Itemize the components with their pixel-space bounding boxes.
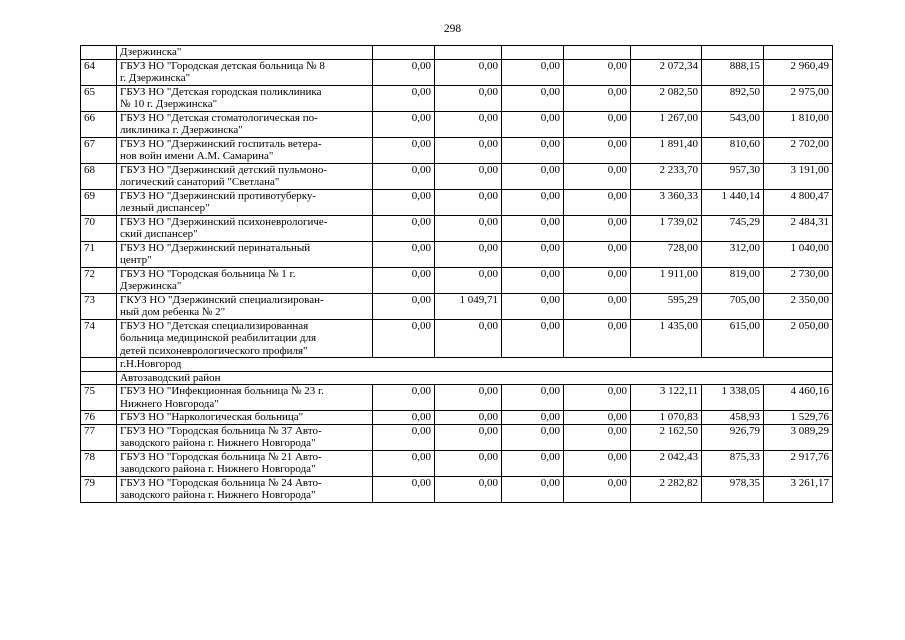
value-cell: 312,00 bbox=[702, 241, 764, 267]
institution-name-cell: ГБУЗ НО "Детская стоматологическая по- ликлиника г. Дзержинска" bbox=[117, 111, 373, 137]
table-row bbox=[81, 411, 833, 425]
value-cell: 3 360,33 bbox=[631, 189, 702, 215]
row-number-cell: 77 bbox=[81, 424, 117, 450]
institution-name-cell: ГБУЗ НО "Дзержинский детский пульмоно- логический санаторий "Светлана" bbox=[117, 163, 373, 189]
value-cell: 0,00 bbox=[502, 137, 564, 163]
value-cell: 0,00 bbox=[373, 137, 435, 163]
institution-name-cell: ГБУЗ НО "Инфекционная больница № 23 г. Нижнего Новгорода" bbox=[117, 385, 373, 411]
value-cell: 0,00 bbox=[502, 424, 564, 450]
value-cell bbox=[702, 46, 764, 60]
value-cell: 0,00 bbox=[564, 111, 631, 137]
value-cell: 0,00 bbox=[373, 85, 435, 111]
value-cell: 0,00 bbox=[564, 476, 631, 502]
value-cell: 888,15 bbox=[702, 59, 764, 85]
row-number-cell: 67 bbox=[81, 137, 117, 163]
budget-table bbox=[80, 45, 833, 503]
value-cell: 0,00 bbox=[564, 85, 631, 111]
value-cell: 0,00 bbox=[564, 189, 631, 215]
value-cell: 3 089,29 bbox=[764, 424, 833, 450]
institution-name-cell: ГБУЗ НО "Городская больница № 21 Авто- заводского района г. Нижнего Новгорода" bbox=[117, 450, 373, 476]
institution-name-cell: ГБУЗ НО "Городская детская больница № 8 г. Дзержинска" bbox=[117, 59, 373, 85]
value-cell: 0,00 bbox=[502, 450, 564, 476]
value-cell: 2 975,00 bbox=[764, 85, 833, 111]
table-row bbox=[81, 59, 833, 85]
value-cell: 0,00 bbox=[373, 59, 435, 85]
row-number-cell: 76 bbox=[81, 411, 117, 425]
value-cell bbox=[764, 46, 833, 60]
value-cell: 1 810,00 bbox=[764, 111, 833, 137]
value-cell: 0,00 bbox=[435, 215, 502, 241]
table-row bbox=[81, 319, 833, 358]
table-row bbox=[81, 46, 833, 60]
section-label: Автозаводский район bbox=[117, 371, 833, 385]
value-cell: 705,00 bbox=[702, 293, 764, 319]
row-number-cell: 71 bbox=[81, 241, 117, 267]
value-cell: 0,00 bbox=[435, 59, 502, 85]
value-cell: 2 917,76 bbox=[764, 450, 833, 476]
value-cell: 0,00 bbox=[373, 241, 435, 267]
row-number-cell: 72 bbox=[81, 267, 117, 293]
row-number-cell: 70 bbox=[81, 215, 117, 241]
row-number-cell bbox=[81, 371, 117, 385]
value-cell: 0,00 bbox=[373, 424, 435, 450]
value-cell: 0,00 bbox=[373, 267, 435, 293]
row-number-cell: 73 bbox=[81, 293, 117, 319]
value-cell: 2 082,50 bbox=[631, 85, 702, 111]
value-cell: 1 435,00 bbox=[631, 319, 702, 358]
value-cell bbox=[502, 46, 564, 60]
value-cell: 819,00 bbox=[702, 267, 764, 293]
value-cell: 2 282,82 bbox=[631, 476, 702, 502]
table-row bbox=[81, 267, 833, 293]
page-number: 298 bbox=[443, 23, 462, 35]
value-cell: 615,00 bbox=[702, 319, 764, 358]
table-row bbox=[81, 293, 833, 319]
value-cell: 0,00 bbox=[502, 85, 564, 111]
value-cell: 0,00 bbox=[435, 241, 502, 267]
institution-name-cell: ГБУЗ НО "Детская городская поликлиника № 10 г. Дзержинска" bbox=[117, 85, 373, 111]
value-cell: 2 042,43 bbox=[631, 450, 702, 476]
value-cell: 0,00 bbox=[435, 137, 502, 163]
value-cell: 0,00 bbox=[502, 215, 564, 241]
table-row bbox=[81, 163, 833, 189]
value-cell: 2 350,00 bbox=[764, 293, 833, 319]
institution-name-cell: ГБУЗ НО "Городская больница № 37 Авто- заводского района г. Нижнего Новгорода" bbox=[117, 424, 373, 450]
table-body bbox=[81, 46, 833, 503]
value-cell: 0,00 bbox=[564, 411, 631, 425]
value-cell: 0,00 bbox=[435, 111, 502, 137]
value-cell bbox=[564, 46, 631, 60]
value-cell: 0,00 bbox=[373, 293, 435, 319]
value-cell: 0,00 bbox=[564, 137, 631, 163]
value-cell: 1 267,00 bbox=[631, 111, 702, 137]
value-cell: 2 484,31 bbox=[764, 215, 833, 241]
value-cell: 0,00 bbox=[502, 163, 564, 189]
value-cell: 2 162,50 bbox=[631, 424, 702, 450]
value-cell: 1 891,40 bbox=[631, 137, 702, 163]
value-cell: 0,00 bbox=[564, 241, 631, 267]
value-cell: 3 122,11 bbox=[631, 385, 702, 411]
value-cell: 1 529,76 bbox=[764, 411, 833, 425]
value-cell: 1 040,00 bbox=[764, 241, 833, 267]
table-row bbox=[81, 241, 833, 267]
value-cell: 0,00 bbox=[373, 476, 435, 502]
value-cell: 1 338,05 bbox=[702, 385, 764, 411]
table-row bbox=[81, 215, 833, 241]
value-cell: 2 960,49 bbox=[764, 59, 833, 85]
value-cell: 0,00 bbox=[564, 293, 631, 319]
value-cell: 0,00 bbox=[373, 111, 435, 137]
value-cell: 0,00 bbox=[435, 189, 502, 215]
value-cell: 595,29 bbox=[631, 293, 702, 319]
value-cell: 1 070,83 bbox=[631, 411, 702, 425]
value-cell: 0,00 bbox=[373, 450, 435, 476]
institution-name-cell: ГБУЗ НО "Дзержинский госпиталь ветера- нов войн имени А.М. Самарина" bbox=[117, 137, 373, 163]
value-cell: 0,00 bbox=[373, 385, 435, 411]
value-cell: 0,00 bbox=[435, 267, 502, 293]
institution-name-cell: ГБУЗ НО "Наркологическая больница" bbox=[117, 411, 373, 425]
institution-name-cell: ГБУЗ НО "Детская специализированная больница медицинской реабилитации для детей психоневрологического профиля" bbox=[117, 319, 373, 358]
value-cell: 2 702,00 bbox=[764, 137, 833, 163]
value-cell: 1 739,02 bbox=[631, 215, 702, 241]
institution-name-cell: Дзержинска" bbox=[117, 46, 373, 60]
value-cell: 0,00 bbox=[435, 476, 502, 502]
value-cell: 0,00 bbox=[373, 319, 435, 358]
value-cell: 0,00 bbox=[373, 215, 435, 241]
value-cell: 0,00 bbox=[502, 241, 564, 267]
value-cell: 2 050,00 bbox=[764, 319, 833, 358]
row-number-cell: 65 bbox=[81, 85, 117, 111]
value-cell: 0,00 bbox=[564, 385, 631, 411]
value-cell: 1 440,14 bbox=[702, 189, 764, 215]
value-cell: 745,29 bbox=[702, 215, 764, 241]
value-cell: 0,00 bbox=[564, 424, 631, 450]
value-cell: 0,00 bbox=[502, 189, 564, 215]
row-number-cell: 69 bbox=[81, 189, 117, 215]
row-number-cell: 79 bbox=[81, 476, 117, 502]
value-cell: 2 072,34 bbox=[631, 59, 702, 85]
institution-name-cell: ГБУЗ НО "Городская больница № 1 г. Дзержинска" bbox=[117, 267, 373, 293]
value-cell: 0,00 bbox=[502, 411, 564, 425]
row-number-cell bbox=[81, 46, 117, 60]
row-number-cell: 64 bbox=[81, 59, 117, 85]
institution-name-cell: ГБУЗ НО "Дзержинский перинатальный центр" bbox=[117, 241, 373, 267]
value-cell: 2 233,70 bbox=[631, 163, 702, 189]
value-cell: 0,00 bbox=[373, 163, 435, 189]
value-cell: 0,00 bbox=[435, 163, 502, 189]
value-cell: 0,00 bbox=[373, 189, 435, 215]
row-number-cell: 78 bbox=[81, 450, 117, 476]
table-row bbox=[81, 137, 833, 163]
institution-name-cell: ГБУЗ НО "Городская больница № 24 Авто- заводского района г. Нижнего Новгорода" bbox=[117, 476, 373, 502]
value-cell: 0,00 bbox=[502, 267, 564, 293]
table-row bbox=[81, 450, 833, 476]
value-cell: 0,00 bbox=[564, 267, 631, 293]
value-cell: 0,00 bbox=[435, 424, 502, 450]
value-cell: 810,60 bbox=[702, 137, 764, 163]
value-cell bbox=[435, 46, 502, 60]
value-cell bbox=[373, 46, 435, 60]
value-cell: 978,35 bbox=[702, 476, 764, 502]
row-number-cell: 66 bbox=[81, 111, 117, 137]
value-cell: 0,00 bbox=[502, 385, 564, 411]
table-row bbox=[81, 85, 833, 111]
value-cell: 892,50 bbox=[702, 85, 764, 111]
value-cell: 728,00 bbox=[631, 241, 702, 267]
value-cell: 1 049,71 bbox=[435, 293, 502, 319]
value-cell: 4 460,16 bbox=[764, 385, 833, 411]
value-cell: 0,00 bbox=[502, 111, 564, 137]
value-cell: 0,00 bbox=[435, 385, 502, 411]
row-number-cell: 68 bbox=[81, 163, 117, 189]
value-cell: 1 911,00 bbox=[631, 267, 702, 293]
value-cell: 0,00 bbox=[435, 450, 502, 476]
value-cell: 0,00 bbox=[564, 450, 631, 476]
row-number-cell: 75 bbox=[81, 385, 117, 411]
section-label: г.Н.Новгород bbox=[117, 358, 833, 372]
row-number-cell bbox=[81, 358, 117, 372]
value-cell bbox=[631, 46, 702, 60]
table-row bbox=[81, 111, 833, 137]
value-cell: 458,93 bbox=[702, 411, 764, 425]
section-row bbox=[81, 358, 833, 372]
value-cell: 0,00 bbox=[502, 476, 564, 502]
value-cell: 0,00 bbox=[564, 59, 631, 85]
table-row bbox=[81, 476, 833, 502]
value-cell: 0,00 bbox=[502, 319, 564, 358]
table-row bbox=[81, 385, 833, 411]
value-cell: 0,00 bbox=[564, 319, 631, 358]
institution-name-cell: ГБУЗ НО "Дзержинский психоневрологиче- ский диспансер" bbox=[117, 215, 373, 241]
table-row bbox=[81, 424, 833, 450]
value-cell: 0,00 bbox=[435, 319, 502, 358]
institution-name-cell: ГБУЗ НО "Дзержинский противотуберку- лезный диспансер" bbox=[117, 189, 373, 215]
value-cell: 2 730,00 bbox=[764, 267, 833, 293]
row-number-cell: 74 bbox=[81, 319, 117, 358]
value-cell: 543,00 bbox=[702, 111, 764, 137]
value-cell: 0,00 bbox=[502, 293, 564, 319]
value-cell: 0,00 bbox=[435, 85, 502, 111]
value-cell: 957,30 bbox=[702, 163, 764, 189]
value-cell: 926,79 bbox=[702, 424, 764, 450]
value-cell: 875,33 bbox=[702, 450, 764, 476]
value-cell: 0,00 bbox=[373, 411, 435, 425]
institution-name-cell: ГКУЗ НО "Дзержинский специализирован- ный дом ребенка № 2" bbox=[117, 293, 373, 319]
value-cell: 0,00 bbox=[435, 411, 502, 425]
value-cell: 0,00 bbox=[502, 59, 564, 85]
value-cell: 0,00 bbox=[564, 215, 631, 241]
value-cell: 3 261,17 bbox=[764, 476, 833, 502]
value-cell: 3 191,00 bbox=[764, 163, 833, 189]
value-cell: 4 800,47 bbox=[764, 189, 833, 215]
value-cell: 0,00 bbox=[564, 163, 631, 189]
table-row bbox=[81, 189, 833, 215]
section-row bbox=[81, 371, 833, 385]
